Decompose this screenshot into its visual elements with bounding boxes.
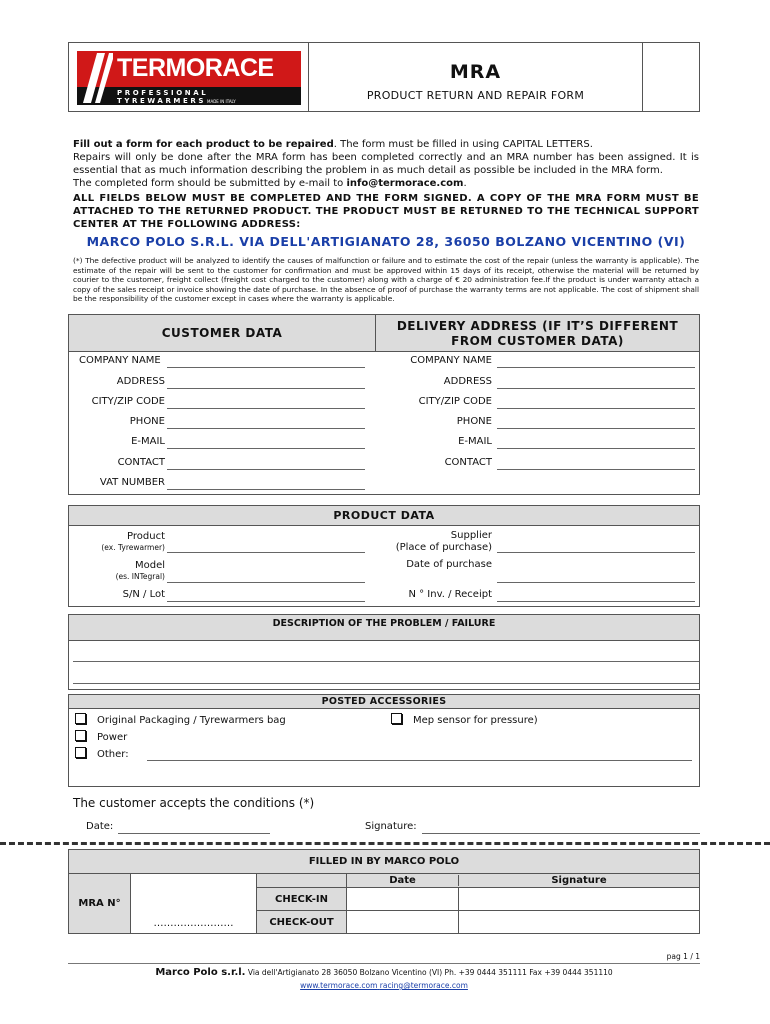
date-purchase-label: Date of purchase — [406, 559, 492, 570]
email-field[interactable] — [167, 448, 365, 449]
delivery-city-field[interactable] — [497, 408, 695, 409]
invoice-field[interactable] — [497, 601, 695, 602]
logo-stripes-icon — [83, 53, 113, 103]
date-field[interactable] — [118, 833, 270, 834]
footer-divider — [68, 963, 700, 964]
marco-polo-table — [68, 849, 700, 934]
supplier-sub: (Place of purchase) — [395, 542, 492, 553]
mp-date-heading: Date — [347, 875, 459, 886]
intro-caps: ALL FIELDS BELOW MUST BE COMPLETED AND THE FORM SIGNED. A COPY OF THE MRA FORM MUST BE ATTACHED TO THE RETURNED PRODUCT. THE PRODUCT MUST BE RETURNED TO THE TECHNICAL SUPPORT CENTER AT THE FOLLOWING ADDRESS: — [73, 193, 699, 230]
cut-line — [0, 842, 770, 847]
footer-links — [68, 981, 700, 990]
mp-signature-heading: Signature — [551, 875, 607, 886]
mep-label: Mep sensor for pressure) — [413, 715, 538, 726]
footer-email-link[interactable]: racing@termorace.com — [379, 981, 468, 990]
product-label: Product — [127, 531, 165, 542]
mep-checkbox[interactable] — [391, 713, 402, 724]
customer-section — [68, 314, 700, 495]
other-field[interactable] — [147, 760, 692, 761]
delivery-company-label: COMPANY NAME — [410, 355, 492, 366]
address-field[interactable] — [167, 388, 365, 389]
delivery-contact-field[interactable] — [497, 469, 695, 470]
mra-no-field[interactable]: …………………… — [131, 874, 257, 934]
phone-label: PHONE — [129, 416, 165, 427]
footer-web-link[interactable]: www.termorace.com — [300, 981, 378, 990]
company-label: COMPANY NAME — [79, 355, 161, 366]
packaging-label: Original Packaging / Tyrewarmers bag — [97, 715, 286, 726]
footer-company: Marco Polo s.r.l. — [155, 967, 246, 978]
delivery-email-label: E-MAIL — [458, 436, 492, 447]
termorace-logo — [77, 51, 301, 105]
description-line-2[interactable] — [73, 683, 699, 684]
footer-address — [68, 967, 700, 978]
form-header — [68, 42, 700, 112]
supplier-label: Supplier — [450, 530, 492, 541]
accessories-heading: POSTED ACCESSORIES — [69, 695, 699, 709]
address-label: ADDRESS — [116, 376, 165, 387]
check-out-date-field[interactable] — [347, 911, 459, 933]
logo-made: MADE IN ITALY — [207, 99, 236, 104]
check-in-signature-field[interactable] — [459, 888, 699, 910]
accept-conditions: The customer accepts the conditions (*) — [73, 796, 315, 810]
date-label: Date: — [86, 821, 114, 832]
intro-text — [73, 138, 699, 231]
invoice-label: N ° Inv. / Receipt — [408, 589, 492, 600]
model-example: (es. INTegral) — [115, 572, 165, 581]
delivery-city-label: CITY/ZIP CODE — [418, 396, 492, 407]
delivery-email-field[interactable] — [497, 448, 695, 449]
footer-contact: Via dell'Artigianato 28 36050 Bolzano Vicentino (VI) Ph. +39 0444 351111 Fax +39 0444 351110 — [245, 968, 613, 977]
other-label: Other: — [97, 749, 129, 760]
page-subtitle: PRODUCT RETURN AND REPAIR FORM — [366, 89, 585, 102]
product-field[interactable] — [167, 552, 365, 553]
city-label: CITY/ZIP CODE — [91, 396, 165, 407]
check-out-signature-field[interactable] — [459, 911, 699, 933]
other-checkbox[interactable] — [75, 747, 86, 758]
product-example: (ex. Tyrewarmer) — [101, 543, 165, 552]
city-field[interactable] — [167, 408, 365, 409]
intro-line1-rest: . The form must be filled in using CAPITAL LETTERS. — [333, 139, 593, 150]
intro-email: info@termorace.com — [346, 178, 464, 189]
delivery-address-heading: DELIVERY ADDRESS (IF IT’S DIFFERENT FROM CUSTOMER DATA) — [396, 319, 679, 348]
company-field[interactable] — [167, 367, 365, 368]
check-out-label: CHECK-OUT — [257, 911, 347, 934]
supplier-field[interactable] — [497, 552, 695, 553]
page-number: pag 1 / 1 — [666, 952, 700, 961]
model-label: Model — [134, 560, 165, 571]
vat-field[interactable] — [167, 489, 365, 490]
sn-label: S/N / Lot — [122, 589, 165, 600]
title-cell — [309, 43, 643, 111]
intro-line3: The completed form should be submitted by e-mail to — [73, 178, 347, 189]
signature-field[interactable] — [422, 833, 700, 834]
email-label: E-MAIL — [131, 436, 165, 447]
phone-field[interactable] — [167, 428, 365, 429]
description-section — [68, 614, 700, 690]
contact-field[interactable] — [167, 469, 365, 470]
contact-label: CONTACT — [117, 457, 165, 468]
delivery-address-field[interactable] — [497, 388, 695, 389]
product-section — [68, 505, 700, 607]
intro-line3-end: . — [463, 178, 467, 189]
delivery-phone-field[interactable] — [497, 428, 695, 429]
description-line-1[interactable] — [73, 661, 699, 662]
model-field[interactable] — [167, 582, 365, 583]
delivery-phone-label: PHONE — [456, 416, 492, 427]
intro-line2: Repairs will only be done after the MRA form has been completed correctly and an MRA number has been assigned. It is essential that as much information describing the problem in as much detail as possible be included in the MRA form. — [73, 152, 699, 176]
power-label: Power — [97, 732, 128, 743]
marco-polo-section — [68, 849, 700, 931]
signature-label: Signature: — [365, 821, 417, 832]
packaging-checkbox[interactable] — [75, 713, 86, 724]
vat-label: VAT NUMBER — [99, 477, 165, 488]
sn-field[interactable] — [167, 601, 365, 602]
check-in-label: CHECK-IN — [257, 888, 347, 911]
description-heading: DESCRIPTION OF THE PROBLEM / FAILURE — [69, 615, 699, 641]
date-purchase-field[interactable] — [497, 582, 695, 583]
customer-data-heading: CUSTOMER DATA — [69, 315, 376, 352]
page-title: MRA — [449, 61, 502, 83]
product-data-heading: PRODUCT DATA — [69, 506, 699, 526]
delivery-contact-label: CONTACT — [444, 457, 492, 468]
logo-brand: TERMORACE — [117, 54, 274, 82]
power-checkbox[interactable] — [75, 730, 86, 741]
return-address: MARCO POLO S.R.L. VIA DELL'ARTIGIANATO 28, 36050 BOLZANO VICENTINO (VI) — [86, 234, 686, 249]
fine-print: (*) The defective product will be analyzed to identify the causes of malfunction or failure and to estimate the cost of the repair (unless the warranty is applicable). The estimate of the repair will be sent to the customer for confirmation and must be approved within 15 days of its receipt, otherwise the material will be returned by courier to the customer, freight collect (freight cost charged to the customer) along with a charge of € 20 administration fee.If the product is under warranty attach a copy of the sales receipt or invoice showing the date of purchase. In the absence of proof of purchase the warranty terms are not applicable. The cost of shipment shall be the responsibility of the customer except in cases where the warranty is applicable. — [73, 256, 699, 304]
logo-cell — [69, 43, 309, 111]
marco-polo-heading: FILLED IN BY MARCO POLO — [69, 850, 700, 874]
date-signature-heads — [347, 874, 700, 888]
delivery-address-label: ADDRESS — [443, 376, 492, 387]
mra-no-label: MRA N° — [69, 874, 131, 934]
intro-line1-bold: Fill out a form for each product to be repaired — [73, 139, 334, 150]
check-in-date-field[interactable] — [347, 888, 459, 910]
delivery-company-field[interactable] — [497, 367, 695, 368]
logo-tagline: PROFESSIONAL TYREWARMERS — [117, 89, 209, 105]
accessories-section — [68, 694, 700, 787]
